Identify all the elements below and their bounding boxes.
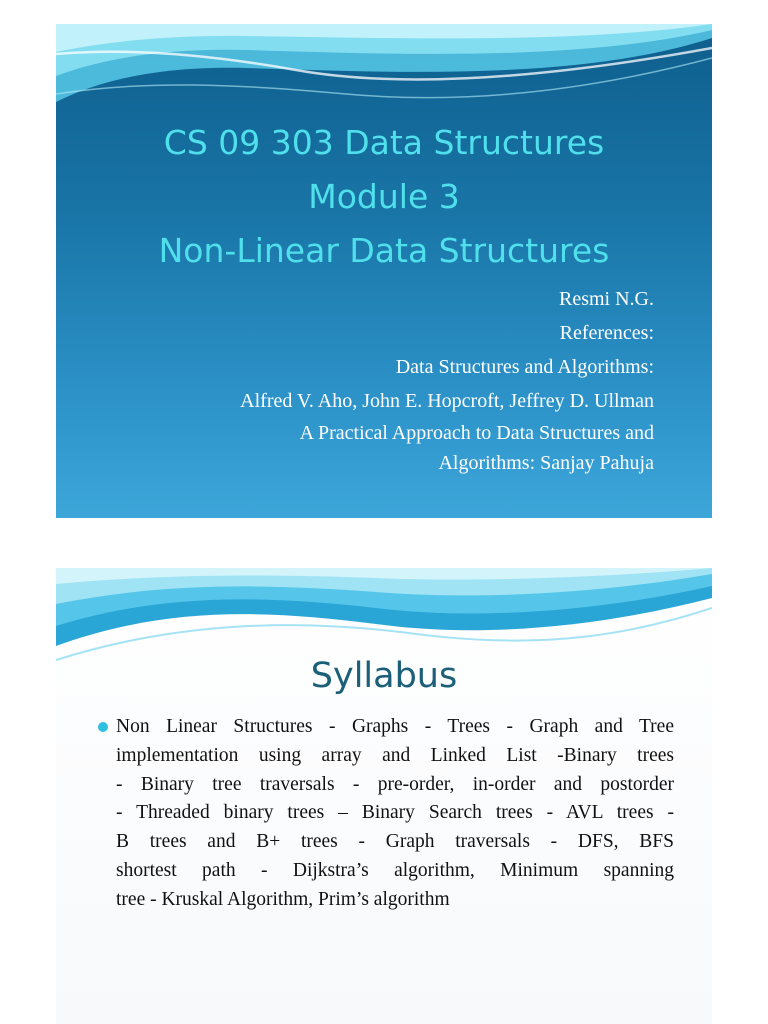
- references-block: [56, 282, 654, 478]
- reference-line: A Practical Approach to Data Structures and: [299, 422, 654, 444]
- bullet-line: implementation using array and Linked List -Binary trees: [116, 744, 674, 766]
- bullet-line: tree - Kruskal Algorithm, Prim’s algorithm: [116, 888, 450, 910]
- bullet-dot-icon: [98, 722, 108, 732]
- author-name: Resmi N.G.: [559, 288, 654, 310]
- title-line: CS 09 303 Data Structures: [163, 123, 605, 162]
- bullet-line: - Binary tree traversals - pre-order, in-order and postorder: [116, 773, 674, 795]
- slide-title: [56, 116, 712, 278]
- title-slide: [56, 24, 712, 518]
- reference-line: Alfred V. Aho, John E. Hopcroft, Jeffrey D. Ullman: [240, 390, 654, 412]
- title-line: Module 3: [308, 177, 460, 216]
- bullet-line: - Threaded binary trees – Binary Search trees - AVL trees -: [116, 802, 674, 824]
- title-line: Non-Linear Data Structures: [158, 231, 610, 270]
- references-heading: References:: [559, 322, 654, 344]
- reference-line: Data Structures and Algorithms:: [395, 356, 654, 378]
- bullet-line: B trees and B+ trees - Graph traversals - DFS, BFS: [116, 831, 674, 853]
- slide-title: Syllabus: [310, 656, 458, 696]
- syllabus-slide: [56, 568, 712, 1024]
- syllabus-bullet: [98, 713, 674, 915]
- bullet-text: [116, 713, 674, 915]
- bullet-line: Non Linear Structures - Graphs - Trees - Graph and Tree: [116, 716, 674, 737]
- reference-line: Algorithms: Sanjay Pahuja: [438, 452, 654, 474]
- bullet-line: shortest path - Dijkstra’s algorithm, Minimum spanning: [116, 859, 674, 881]
